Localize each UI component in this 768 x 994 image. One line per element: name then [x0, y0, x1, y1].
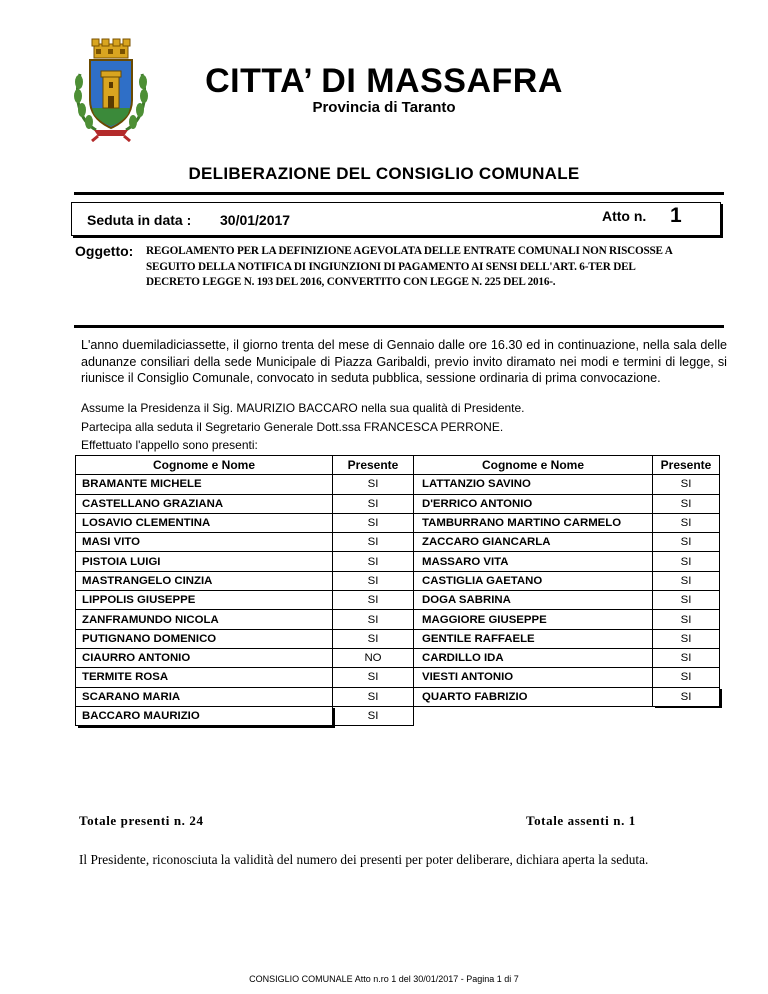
table-row — [76, 591, 720, 610]
session-date-label: Seduta in data : — [87, 212, 192, 228]
table-row — [76, 610, 720, 629]
member-name: BRAMANTE MICHELE — [76, 475, 333, 494]
member-name: TAMBURRANO MARTINO CARMELO — [414, 513, 653, 532]
member-name: MAGGIORE GIUSEPPE — [414, 610, 653, 629]
member-present: SI — [653, 648, 720, 667]
member-name: MASTRANGELO CINZIA — [76, 571, 333, 590]
subject-text: REGOLAMENTO PER LA DEFINIZIONE AGEVOLATA DELLE ENTRATE COMUNALI NON RISCOSSE A SEGUITO DELLA NOTIFICA DI INGIUNZIONI DI PAGAMENTO AI SENSI DELL'ART. 6-TER DEL DECRETO LEGGE N. 193 DEL 2016, CONVERTITO CON LEGGE N. 225 DEL 2016-. — [146, 245, 673, 289]
column-header-name: Cognome e Nome — [414, 456, 653, 475]
session-box — [71, 202, 721, 236]
table-header-row — [76, 456, 720, 475]
column-header-present: Presente — [653, 456, 720, 475]
member-present: SI — [333, 494, 414, 513]
table-row — [76, 533, 720, 552]
column-header-present: Presente — [333, 456, 414, 475]
member-present: SI — [333, 571, 414, 590]
secretary-line: Partecipa alla seduta il Segretario Generale Dott.ssa FRANCESCA PERRONE. — [81, 420, 504, 434]
member-name: ZACCARO GIANCARLA — [414, 533, 653, 552]
member-name: D'ERRICO ANTONIO — [414, 494, 653, 513]
member-present: SI — [333, 687, 414, 706]
member-name: CARDILLO IDA — [414, 648, 653, 667]
total-absent: Totale assenti n. 1 — [526, 813, 636, 828]
intro-paragraph: L'anno duemiladiciassette, il giorno trenta del mese di Gennaio dalle ore 16.30 ed in continuazione, nella sala delle adunanze consiliari della sede Municipale di Piazza Garibaldi, previo invito diramato nei modi e termini di legge, si riunisce il Consiglio Comunale, convocato in seduta pubblica, sessione ordinaria di prima convocazione. — [81, 338, 727, 385]
member-name: VIESTI ANTONIO — [414, 668, 653, 687]
member-present: SI — [333, 513, 414, 532]
member-present — [653, 706, 720, 725]
table-row — [76, 706, 720, 725]
roll-call-line: Effettuato l'appello sono presenti: — [81, 438, 258, 452]
member-name: LATTANZIO SAVINO — [414, 475, 653, 494]
member-name: CASTIGLIA GAETANO — [414, 571, 653, 590]
member-name: PUTIGNANO DOMENICO — [76, 629, 333, 648]
closing-statement: Il Presidente, riconosciuta la validità del numero dei presenti per poter deliberare, dichiara aperta la seduta. — [79, 852, 649, 867]
session-date: 30/01/2017 — [220, 212, 291, 228]
member-name: MASI VITO — [76, 533, 333, 552]
member-present: SI — [653, 475, 720, 494]
member-present: SI — [653, 552, 720, 571]
member-present: SI — [333, 552, 414, 571]
member-name: CASTELLANO GRAZIANA — [76, 494, 333, 513]
member-name: DOGA SABRINA — [414, 591, 653, 610]
divider — [74, 192, 724, 195]
member-present: SI — [333, 591, 414, 610]
member-name: SCARANO MARIA — [76, 687, 333, 706]
table-row — [76, 513, 720, 532]
column-header-name: Cognome e Nome — [76, 456, 333, 475]
presidency-line: Assume la Presidenza il Sig. MAURIZIO BACCARO nella sua qualità di Presidente. — [81, 401, 525, 415]
divider — [74, 325, 724, 328]
member-present: SI — [653, 610, 720, 629]
deliberation-title: DELIBERAZIONE DEL CONSIGLIO COMUNALE — [188, 164, 580, 183]
member-present: SI — [653, 571, 720, 590]
member-present: SI — [333, 475, 414, 494]
member-present: SI — [333, 668, 414, 687]
member-present: SI — [653, 668, 720, 687]
member-name: CIAURRO ANTONIO — [76, 648, 333, 667]
member-name: ZANFRAMUNDO NICOLA — [76, 610, 333, 629]
member-name: TERMITE ROSA — [76, 668, 333, 687]
table-row — [76, 552, 720, 571]
member-present: SI — [653, 533, 720, 552]
member-name: LIPPOLIS GIUSEPPE — [76, 591, 333, 610]
city-title: CITTA’ DI MASSAFRA — [205, 62, 563, 100]
member-present: NO — [333, 648, 414, 667]
member-present: SI — [333, 706, 414, 725]
table-row — [76, 668, 720, 687]
total-present: Totale presenti n. 24 — [79, 813, 204, 828]
subject-label: Oggetto: — [75, 243, 134, 259]
member-name: PISTOIA LUIGI — [76, 552, 333, 571]
attendance-table — [75, 455, 720, 726]
member-present: SI — [333, 533, 414, 552]
member-name: LOSAVIO CLEMENTINA — [76, 513, 333, 532]
member-name: QUARTO FABRIZIO — [414, 687, 653, 706]
member-present: SI — [333, 610, 414, 629]
act-number: 1 — [670, 204, 682, 227]
table-row — [76, 629, 720, 648]
table-row — [76, 494, 720, 513]
table-row — [76, 571, 720, 590]
member-name: MASSARO VITA — [414, 552, 653, 571]
member-name: BACCARO MAURIZIO — [76, 706, 333, 725]
member-present: SI — [653, 629, 720, 648]
act-number-label: Atto n. — [602, 208, 647, 224]
member-present: SI — [653, 513, 720, 532]
page-footer: CONSIGLIO COMUNALE Atto n.ro 1 del 30/01/2017 - Pagina 1 di 7 — [249, 974, 519, 984]
province: Provincia di Taranto — [312, 99, 456, 116]
table-row — [76, 475, 720, 494]
table-row — [76, 687, 720, 706]
table-row — [76, 648, 720, 667]
member-name: GENTILE RAFFAELE — [414, 629, 653, 648]
member-present: SI — [653, 687, 720, 706]
member-present: SI — [653, 591, 720, 610]
member-present: SI — [653, 494, 720, 513]
member-name — [414, 706, 653, 725]
member-present: SI — [333, 629, 414, 648]
